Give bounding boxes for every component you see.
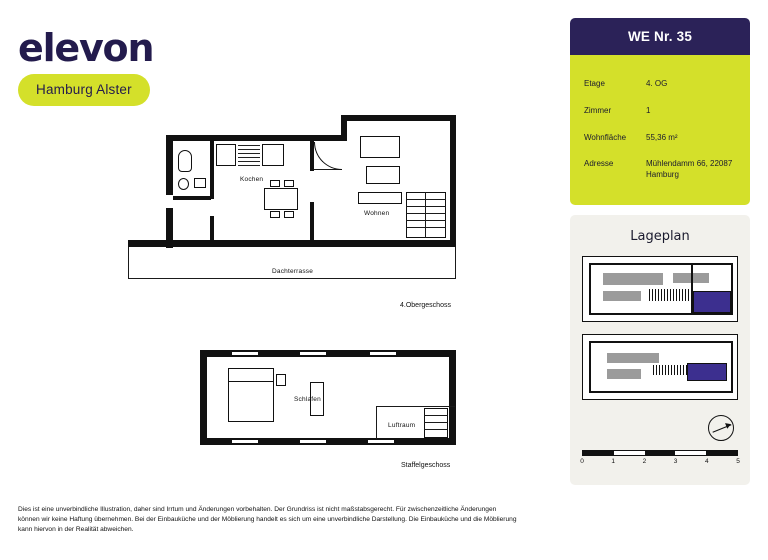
scale-tick: 2 — [642, 457, 647, 465]
wall-segment — [449, 350, 456, 445]
stair-step — [424, 415, 448, 416]
scale-tick: 1 — [611, 457, 615, 465]
site-plan-card — [570, 215, 750, 485]
dining-table — [264, 188, 298, 210]
window-opening — [232, 351, 258, 356]
brand-logo: elevon — [18, 26, 154, 70]
detail-label: Zimmer — [584, 105, 612, 115]
stair-step — [424, 422, 448, 423]
scale-tick: 5 — [736, 457, 740, 465]
void-edge — [376, 406, 377, 439]
detail-value: 1 — [646, 105, 651, 115]
window-opening — [368, 439, 394, 444]
stair-step — [424, 429, 448, 430]
compass-icon — [708, 415, 734, 441]
wall-segment — [310, 202, 314, 240]
nightstand — [276, 374, 286, 386]
sofa — [360, 136, 400, 158]
toilet — [178, 178, 189, 190]
stove — [238, 144, 260, 166]
stair-rail — [425, 192, 426, 238]
detail-value: 55,36 m² — [646, 132, 678, 142]
room-label-dachterrasse: Dachterrasse — [272, 268, 314, 275]
location-badge: Hamburg Alster — [18, 74, 150, 106]
wall-segment — [210, 141, 214, 199]
chair — [270, 180, 280, 187]
wall-segment — [166, 208, 173, 240]
window-opening — [232, 439, 258, 444]
wall-segment — [341, 115, 456, 121]
window-opening — [370, 351, 396, 356]
scale-ticks — [582, 458, 738, 467]
stair-step — [406, 220, 446, 221]
sideboard — [358, 192, 402, 204]
room-label-wohnen: Wohnen — [364, 210, 390, 217]
room-label-luftraum: Luftraum — [388, 422, 416, 429]
stair-step — [406, 199, 446, 200]
bathtub — [178, 150, 192, 172]
terrace-edge — [128, 278, 456, 279]
room-label-kochen: Kochen — [240, 176, 264, 183]
disclaimer-text: Dies ist eine unverbindliche Illustration, daher sind Irrtum und Änderungen vorbehalten. Der Grundriss ist nicht maßstabsgerecht. Für zwischenzeitliche Änderungen können wir keine Haftung übernehmen. Bei der Einbauküche und der Möblierung handelt es sich um eine unverbindliche Darstellung. Die Einbauküche und die Möblierung kann hiervon in der Realität abweichen. — [18, 506, 517, 534]
detail-label: Etage — [584, 79, 605, 88]
void-edge — [376, 406, 455, 407]
detail-row-wohnflaeche — [584, 133, 736, 144]
scale-track — [582, 450, 738, 456]
detail-label: Adresse — [584, 159, 614, 169]
coffee-table — [366, 166, 400, 184]
detail-value: Mühlendamm 66, 22087 Hamburg — [646, 159, 733, 180]
site-plan-upper — [582, 256, 738, 322]
staircase — [424, 408, 448, 438]
terrace-edge — [128, 247, 129, 279]
wall-segment — [166, 135, 173, 195]
scale-tick: 3 — [673, 457, 678, 465]
room-label-schlafen: Schlafen — [294, 396, 321, 403]
floor-label-lower: Staffelgeschoss — [401, 462, 451, 469]
highlighted-unit — [693, 291, 731, 313]
detail-row-zimmer — [584, 106, 736, 117]
stair-step — [406, 213, 446, 214]
chair — [270, 211, 280, 218]
chair — [284, 211, 294, 218]
wall-segment — [450, 115, 456, 240]
stair-step — [406, 206, 446, 207]
detail-label: Wohnfläche — [584, 132, 627, 142]
wall-segment — [166, 240, 456, 247]
kitchen-counter — [216, 144, 236, 166]
detail-row-etage — [584, 79, 736, 90]
kitchen-counter — [262, 144, 284, 166]
wall-segment — [200, 350, 207, 445]
window-opening — [300, 351, 326, 356]
stair-step — [406, 227, 446, 228]
scale-bar — [582, 450, 738, 467]
detail-value: 4. OG — [646, 79, 668, 88]
scale-tick: 4 — [704, 457, 709, 465]
window-opening — [300, 439, 326, 444]
site-plan-lower — [582, 334, 738, 400]
unit-details — [570, 55, 750, 205]
right-panel — [570, 18, 750, 485]
floorplan-drawing — [0, 130, 562, 490]
floor-label-upper: 4.Obergeschoss — [400, 302, 451, 309]
detail-row-adresse — [584, 159, 736, 181]
wall-segment — [210, 216, 214, 240]
unit-title: WE Nr. 35 — [570, 18, 750, 55]
scale-tick: 0 — [580, 457, 584, 465]
bed-headboard — [228, 368, 274, 382]
highlighted-unit — [687, 363, 727, 381]
chair — [284, 180, 294, 187]
door-arc — [314, 142, 342, 170]
wall-segment — [128, 240, 166, 247]
sink — [194, 178, 206, 188]
wall-segment — [166, 135, 341, 141]
unit-info-card — [570, 18, 750, 205]
site-plan-title: Lageplan — [630, 228, 690, 244]
terrace-edge — [455, 247, 456, 279]
wall-segment — [173, 196, 211, 200]
